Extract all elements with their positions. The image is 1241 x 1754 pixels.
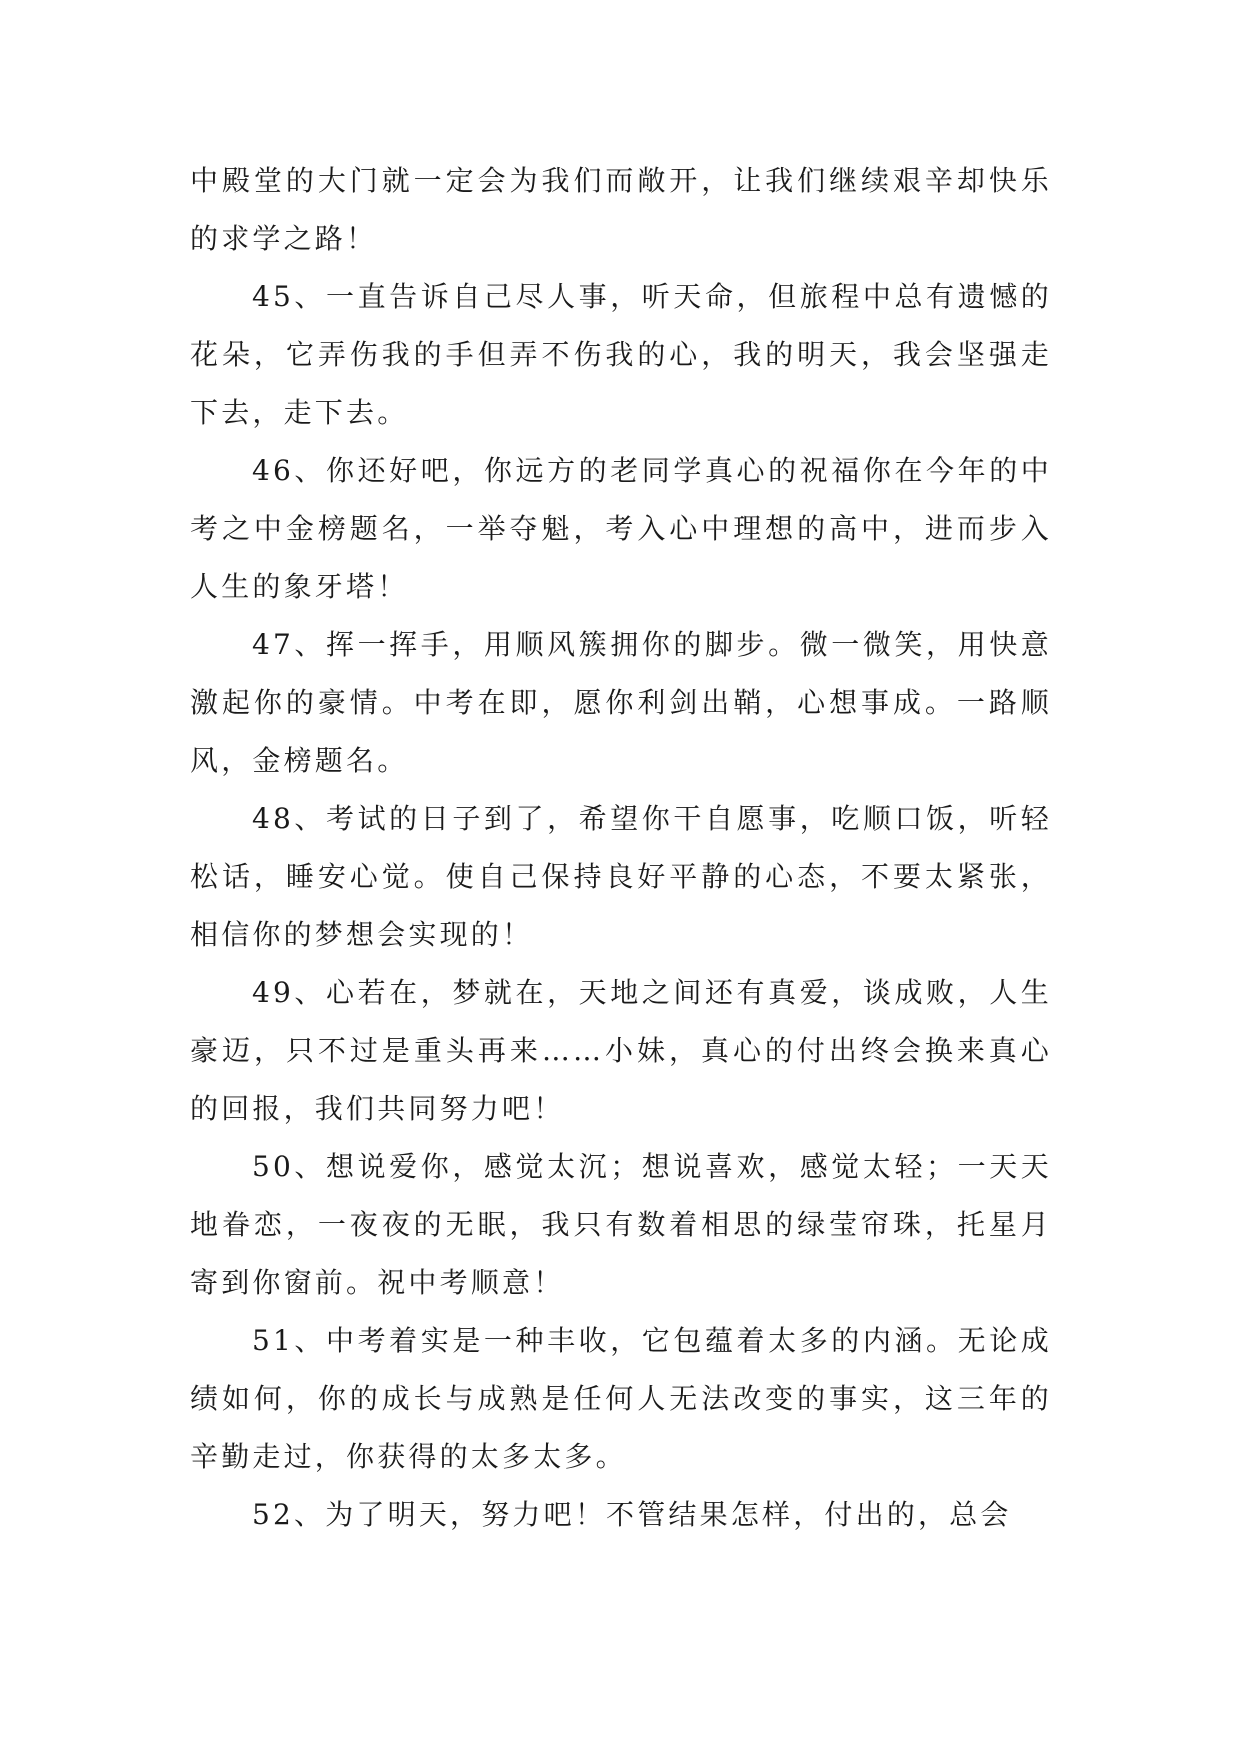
paragraph-45: 45、一直告诉自己尽人事，听天命，但旅程中总有遗憾的花朵，它弄伤我的手但弄不伤我的心，我的明天，我会坚强走下去，走下去。 xyxy=(190,280,1052,429)
document-body xyxy=(190,152,1052,1544)
paragraph-49: 49、心若在，梦就在，天地之间还有真爱，谈成败，人生豪迈，只不过是重头再来……小妹，真心的付出终会换来真心的回报，我们共同努力吧！ xyxy=(190,976,1052,1125)
paragraph-44-continued: 中殿堂的大门就一定会为我们而敞开，让我们继续艰辛却快乐的求学之路！ xyxy=(190,164,1052,255)
paragraph-48: 48、考试的日子到了，希望你干自愿事，吃顺口饭，听轻松话，睡安心觉。使自己保持良好平静的心态，不要太紧张，相信你的梦想会实现的！ xyxy=(190,802,1052,951)
paragraph-51: 51、中考着实是一种丰收，它包蕴着太多的内涵。无论成绩如何，你的成长与成熟是任何人无法改变的事实，这三年的辛勤走过，你获得的太多太多。 xyxy=(190,1324,1052,1473)
paragraph-47: 47、挥一挥手，用顺风簇拥你的脚步。微一微笑，用快意激起你的豪情。中考在即，愿你利剑出鞘，心想事成。一路顺风，金榜题名。 xyxy=(190,628,1052,777)
paragraph-50: 50、想说爱你，感觉太沉；想说喜欢，感觉太轻；一天天地眷恋，一夜夜的无眠，我只有数着相思的绿莹帘珠，托星月寄到你窗前。祝中考顺意！ xyxy=(190,1150,1052,1299)
paragraph-46: 46、你还好吧，你远方的老同学真心的祝福你在今年的中考之中金榜题名，一举夺魁，考入心中理想的高中，进而步入人生的象牙塔！ xyxy=(190,454,1052,603)
paragraph-52: 52、为了明天，努力吧！不管结果怎样，付出的，总会 xyxy=(252,1498,1012,1531)
